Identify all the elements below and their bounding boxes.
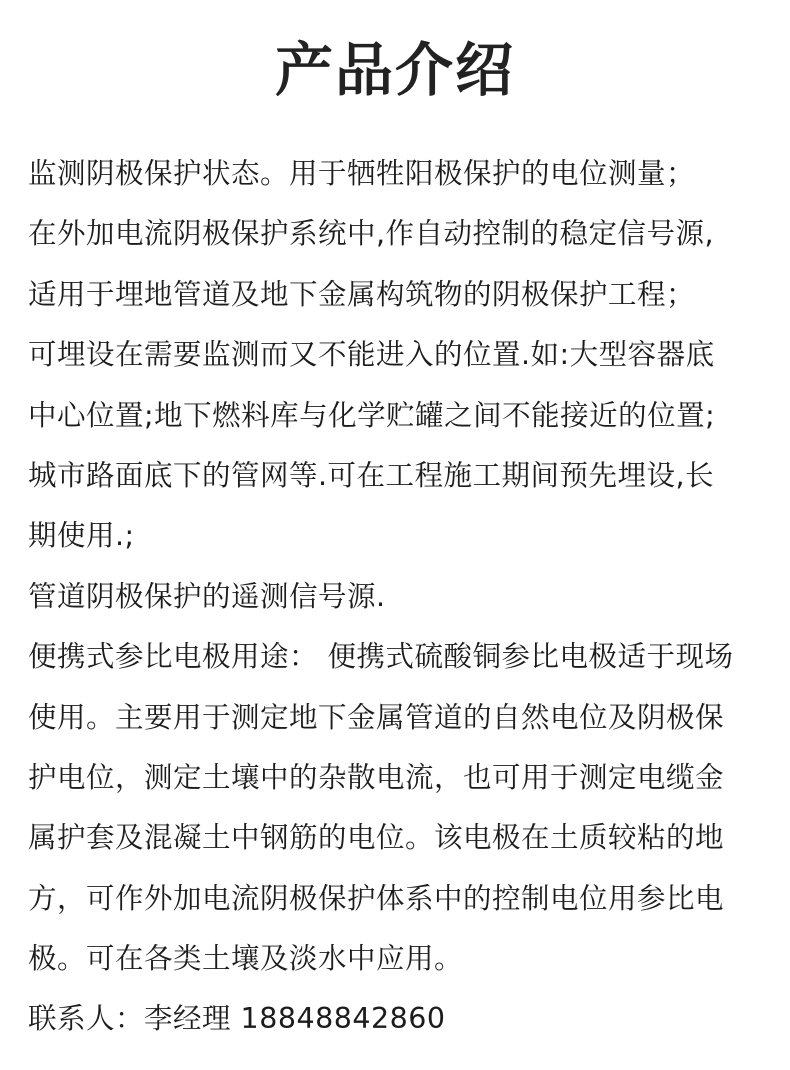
description-line: 监测阴极保护状态。用于牺牲阳极保护的电位测量； [28,157,696,190]
description-line: 管道阴极保护的遥测信号源. [28,579,386,613]
usage-line: 护电位，测定土壤中的杂散电流，也可用于测定电缆金 [28,760,725,794]
usage-line: 便携式参比电极用途： 便携式硫酸铜参比电极适于现场 [28,640,734,674]
contact-line: 联系人：李经理 18848842860 [28,1002,446,1036]
description-line: 中心位置;地下燃料库与化学贮罐之间不能接近的位置; [28,398,716,432]
description-line: 城市路面底下的管网等.可在工程施工期间预先埋设,长 [28,458,715,492]
description-line: 适用于埋地管道及地下金属构筑物的阴极保护工程； [28,277,696,311]
page-title: 产品介绍 [274,36,515,104]
usage-line: 使用。主要用于测定地下金属管道的自然电位及阴极保 [28,700,725,734]
description-line: 在外加电流阴极保护系统中,作自动控制的稳定信号源, [28,217,715,251]
product-description [28,144,763,1050]
usage-line: 属护套及混凝土中钢筋的电位。该电极在土质较粘的地 [28,821,725,855]
description-line: 可埋设在需要监测而又不能进入的位置.如:大型容器底 [28,338,715,372]
usage-line: 极。可在各类土壤及淡水中应用。 [28,942,464,976]
description-line: 期使用.; [28,519,135,553]
usage-line: 方，可作外加电流阴极保护体系中的控制电位用参比电 [28,881,725,915]
